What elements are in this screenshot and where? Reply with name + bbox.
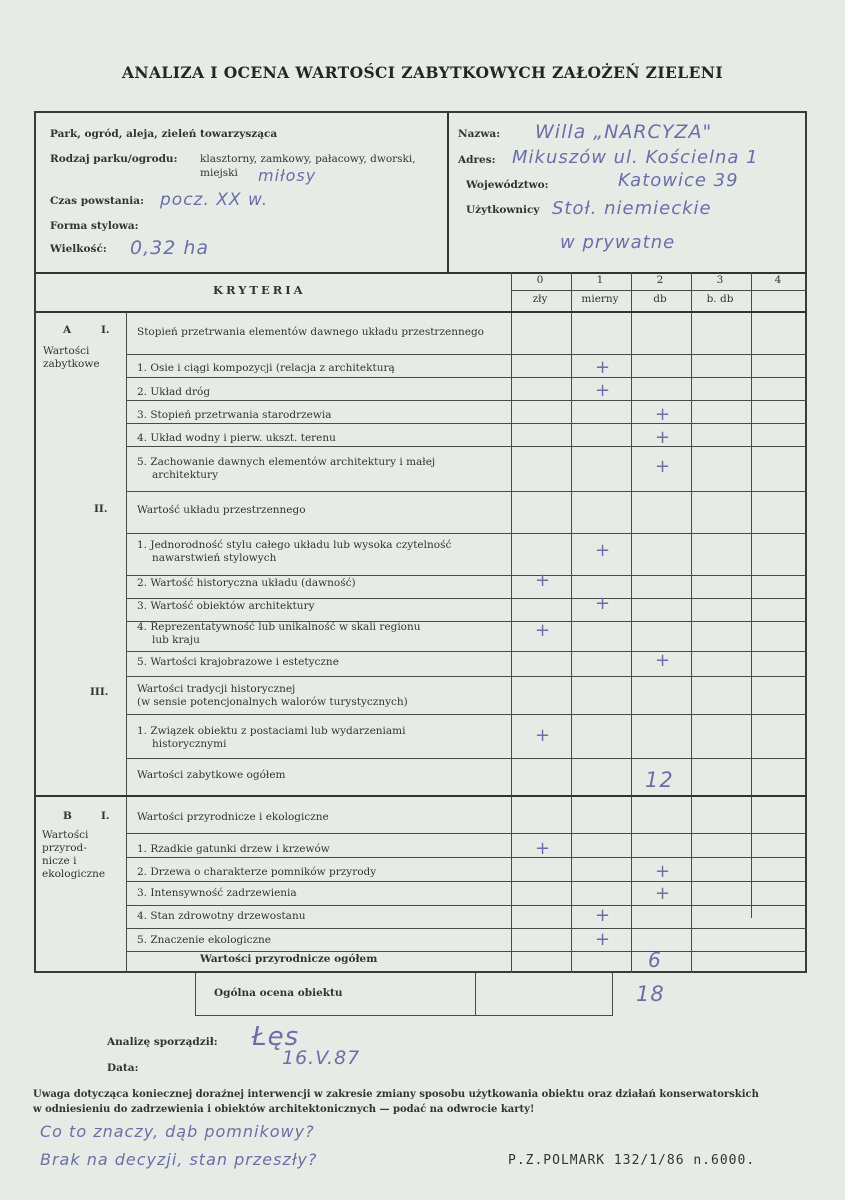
label-adres: Adres: <box>458 154 496 166</box>
row-rule <box>126 833 807 834</box>
score-mark: + <box>655 650 671 671</box>
score-mark: + <box>655 883 671 904</box>
label-czas: Czas powstania: <box>50 195 144 207</box>
section-b-total-label: Wartości przyrodnicze ogółem <box>200 953 378 965</box>
label-wojewodztwo: Województwo: <box>466 179 549 191</box>
overall-label: Ogólna ocena obiektu <box>214 987 343 999</box>
rodzaj-handwritten: miłosy <box>258 166 317 185</box>
overall-box-divider <box>475 973 476 1015</box>
row-rule <box>126 857 807 858</box>
analiza-label: Analizę sporządził: <box>107 1036 218 1048</box>
criterion-a-i-3: 3. Stopień przetrwania starodrzewia <box>137 409 332 421</box>
score-label-3: b. db <box>706 293 734 305</box>
criterion-a-ii-1-cont: nawarstwień stylowych <box>152 552 277 564</box>
label-wielkosc: Wielkość: <box>50 243 107 255</box>
label-uzytkownicy: Użytkownicy <box>466 204 540 216</box>
row-rule <box>126 758 807 759</box>
criterion-a-i-4: 4. Układ wodny i pierw. ukszt. terenu <box>137 432 336 444</box>
rodzaj-options-2: miejski <box>200 167 238 179</box>
print-code: P.Z.POLMARK 132/1/86 n.6000. <box>508 1153 756 1168</box>
score-num-2: 2 <box>656 274 664 286</box>
score-mark: + <box>535 570 551 591</box>
row-rule <box>126 377 807 378</box>
criterion-a-i-1: 1. Osie i ciągi kompozycji (relacja z architekturą <box>137 362 395 374</box>
data-label: Data: <box>107 1062 139 1074</box>
section-b-name-2: przyrod- <box>42 842 87 854</box>
overall-handwritten: 18 <box>636 982 665 1006</box>
row-rule <box>126 905 807 906</box>
criterion-a-iii-1: 1. Związek obiektu z postaciami lub wydarzeniami <box>137 725 406 737</box>
group-ii-title: Wartość układu przestrzennego <box>137 504 306 516</box>
score-mark: + <box>655 861 671 882</box>
section-a-code: A <box>63 324 72 336</box>
criterion-a-ii-4: 4. Reprezentatywność lub unikalność w skali regionu <box>137 621 421 633</box>
score-mark: + <box>595 929 611 950</box>
adres-handwritten: Mikuszów ul. Kościelna 1 <box>512 147 759 168</box>
score-mark: + <box>655 404 671 425</box>
row-rule <box>126 354 807 355</box>
criterion-a-iii-1-cont: historycznymi <box>152 738 227 750</box>
rodzaj-options: klasztorny, zamkowy, pałacowy, dworski, <box>200 153 416 165</box>
label-nazwa: Nazwa: <box>458 128 501 140</box>
row-rule <box>126 951 807 952</box>
score-label-2: db <box>653 293 667 305</box>
row-rule <box>126 881 807 882</box>
section-code-divider <box>126 311 127 973</box>
section-b-name-1: Wartości <box>42 829 89 841</box>
section-a-total-label: Wartości zabytkowe ogółem <box>137 769 286 781</box>
col-line-4 <box>751 272 752 918</box>
czas-handwritten: pocz. XX w. <box>160 190 269 210</box>
handwritten-note-1: Co to znaczy, dąb pomnikowy? <box>40 1122 315 1141</box>
data-handwritten: 16.V.87 <box>282 1047 361 1069</box>
group-iii-title: Wartości tradycji historycznej <box>137 683 296 695</box>
criterion-a-ii-3: 3. Wartość obiektów architektury <box>137 600 315 612</box>
criterion-a-i-5: 5. Zachowanie dawnych elementów architektury i małej <box>137 456 436 468</box>
section-b-total-handwritten: 6 <box>648 948 662 972</box>
section-b-name-3: nicze i <box>42 855 77 867</box>
row-rule <box>126 714 807 715</box>
score-label-0: zły <box>532 293 548 305</box>
criterion-a-ii-2: 2. Wartość historyczna układu (dawność) <box>137 577 356 589</box>
score-mark: + <box>655 427 671 448</box>
section-b-name-4: ekologiczne <box>42 868 106 880</box>
row-rule <box>126 651 807 652</box>
criteria-header-bottom <box>36 311 807 313</box>
score-mark: + <box>595 593 611 614</box>
row-rule <box>126 446 807 447</box>
criterion-b-5: 5. Znaczenie ekologiczne <box>137 934 272 946</box>
nazwa-handwritten: Willa „NARCYZA" <box>535 121 713 143</box>
section-a-ii-code: II. <box>94 503 108 515</box>
score-mark: + <box>595 540 611 561</box>
section-a-name-2: zabytkowe <box>43 358 100 370</box>
header-divider <box>447 113 449 272</box>
criterion-a-i-2: 2. Układ dróg <box>137 386 211 398</box>
score-num-0: 0 <box>536 274 544 286</box>
note-line-2: w odniesieniu do zadrzewienia i obiektów architektonicznych — podać na odwrocie karty! <box>33 1104 535 1115</box>
score-num-4: 4 <box>774 274 782 286</box>
criterion-a-i-5-cont: architektury <box>152 469 219 481</box>
score-mark: + <box>595 380 611 401</box>
row-rule <box>126 676 807 677</box>
row-rule <box>126 423 807 424</box>
criterion-a-ii-5: 5. Wartości krajobrazowe i estetyczne <box>137 656 339 668</box>
uzytkownicy-handwritten: Stoł. niemieckie <box>552 198 712 219</box>
score-mark: + <box>535 838 551 859</box>
analiza-signature: Łęs <box>252 1022 300 1052</box>
criterion-a-ii-4-cont: lub kraju <box>152 634 200 646</box>
section-a-bottom <box>36 795 807 797</box>
criterion-b-2: 2. Drzewa o charakterze pomników przyrody <box>137 866 377 878</box>
group-iii-subtitle: (w sensie potencjonalnych walorów turystycznych) <box>137 696 408 708</box>
score-mark: + <box>655 456 671 477</box>
score-mark: + <box>535 725 551 746</box>
note-line-1: Uwaga dotycząca koniecznej doraźnej interwencji w zakresie zmiany sposobu użytkowania obiektu oraz działań konserwatorskich <box>33 1089 759 1100</box>
handwritten-note-2: Brak na decyzji, stan przeszły? <box>40 1150 318 1169</box>
criterion-b-4: 4. Stan zdrowotny drzewostanu <box>137 910 306 922</box>
score-label-1: mierny <box>581 293 619 305</box>
row-rule <box>126 400 807 401</box>
label-park: Park, ogród, aleja, zieleń towarzysząca <box>50 128 278 140</box>
score-num-1: 1 <box>596 274 604 286</box>
criterion-b-1: 1. Rzadkie gatunki drzew i krzewów <box>137 843 330 855</box>
score-mark: + <box>595 905 611 926</box>
wojewodztwo-handwritten: Katowice 39 <box>618 170 739 191</box>
row-rule <box>126 533 807 534</box>
row-rule <box>126 928 807 929</box>
criteria-label: KRYTERIA <box>213 283 306 297</box>
group-i-title: Stopień przetrwania elementów dawnego układu przestrzennego <box>137 326 484 338</box>
row-rule <box>126 575 807 576</box>
section-a-i-code: I. <box>101 324 110 336</box>
section-a-iii-code: III. <box>90 686 109 698</box>
label-rodzaj: Rodzaj parku/ogrodu: <box>50 153 178 165</box>
section-a-name-1: Wartości <box>43 345 90 357</box>
section-b-i-code: I. <box>101 810 110 822</box>
label-forma: Forma stylowa: <box>50 220 139 232</box>
criterion-a-ii-1: 1. Jednorodność stylu całego układu lub wysoka czytelność <box>137 539 452 551</box>
score-mark: + <box>535 620 551 641</box>
score-num-3: 3 <box>716 274 724 286</box>
group-b-title: Wartości przyrodnicze i ekologiczne <box>137 811 329 823</box>
form-title: ANALIZA I OCENA WARTOŚCI ZABYTKOWYCH ZAŁOŻEŃ ZIELENI <box>121 63 723 82</box>
uzytkownicy-handwritten-2: w prywatne <box>560 232 676 253</box>
wielkosc-handwritten: 0,32 ha <box>130 237 210 259</box>
criterion-b-3: 3. Intensywność zadrzewienia <box>137 887 297 899</box>
section-b-code: B <box>63 810 72 822</box>
row-rule <box>126 491 807 492</box>
score-mark: + <box>595 357 611 378</box>
section-a-total-handwritten: 12 <box>645 768 674 792</box>
score-header-rule <box>511 290 807 291</box>
row-rule <box>126 598 807 599</box>
